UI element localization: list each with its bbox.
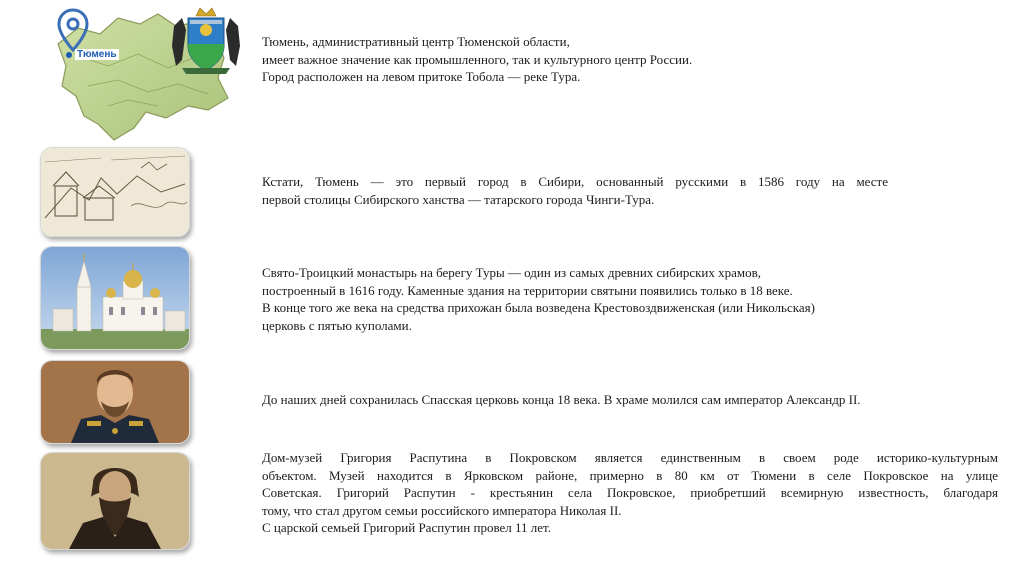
map-city-label: Тюмень	[77, 49, 117, 60]
text-line: Свято-Троицкий монастырь на берегу Туры — один из самых древних сибирских храмов,	[262, 265, 762, 280]
map-city-marker	[66, 49, 119, 60]
section-text-monastery	[262, 264, 815, 334]
text-line: Дом-музей Григория Распутина в Покровском является единственным в своем роде историко-культурным	[262, 450, 998, 465]
coat-of-arms-icon	[168, 6, 244, 76]
rasputin-portrait-image	[40, 452, 190, 550]
text-line: Советская. Григорий Распутин - крестьянин села Покровское, приобретший всемирную известность, благодаря	[262, 485, 998, 500]
section-text-founding	[262, 173, 888, 208]
text-line: До наших дней сохранилась Спасская церковь конца 18 века. В храме молился сам император Александр II.	[262, 392, 861, 407]
text-line: первой столицы Сибирского ханства — татарского города Чинги-Тура.	[262, 191, 655, 207]
section-text-rasputin	[262, 449, 998, 537]
text-line: С царской семьей Григорий Распутин провел 11 лет.	[262, 520, 552, 535]
text-line: построенный в 1616 году. Каменные здания на территории святыни появились только в 18 веке.	[262, 282, 793, 298]
text-line: Город расположен на левом притоке Тобола — реке Тура.	[262, 69, 581, 84]
text-line: Кстати, Тюмень — это первый город в Сибири, основанный русскими в 1586 году на месте	[262, 174, 888, 189]
section-text-intro	[262, 33, 692, 86]
text-line: Тюмень, административный центр Тюменской области,	[262, 34, 570, 49]
map-pin-icon	[56, 8, 90, 52]
text-line: объектом. Музей находится в Ярковском районе, примерно в 80 км от Тюмени в селе Покровское на улице	[262, 467, 998, 483]
monastery-image	[40, 246, 190, 350]
city-dot	[66, 52, 72, 58]
old-sketch-image	[40, 147, 190, 237]
emperor-portrait-image	[40, 360, 190, 444]
text-line: тому, что стал другом семьи российского императора Николая II.	[262, 502, 622, 518]
text-line: имеет важное значение как промышленного, так и культурного центр России.	[262, 51, 693, 67]
section-text-spasskaya	[262, 391, 861, 409]
text-line: церковь с пятью куполами.	[262, 317, 412, 333]
text-line: В конце того же века на средства прихожан была возведена Крестовоздвиженская (или Никольская)	[262, 300, 815, 315]
